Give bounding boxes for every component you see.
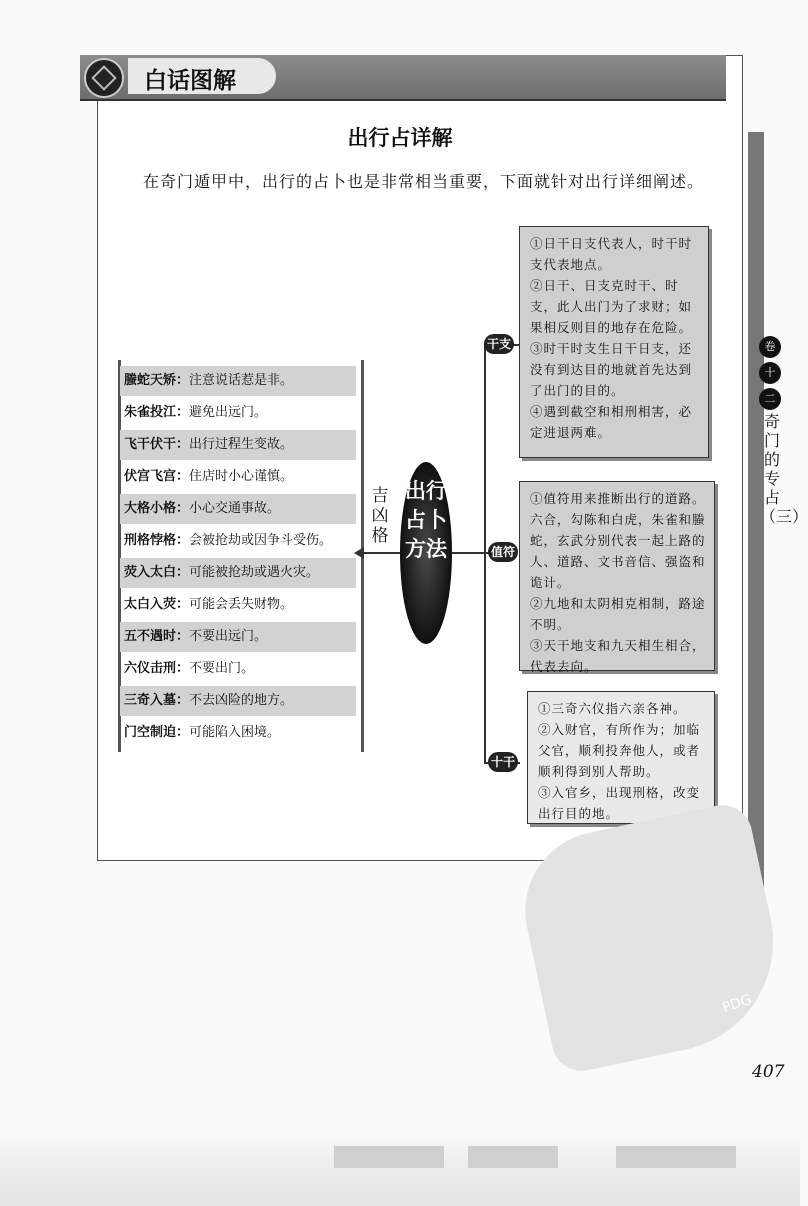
pattern-term: 飞干伏干：: [124, 437, 190, 452]
connector-branch: [484, 344, 486, 764]
pattern-desc: 可能陷入困境。: [189, 725, 281, 740]
pattern-row: [120, 398, 356, 428]
pattern-row: [120, 558, 356, 588]
watermark-label: PDG: [720, 991, 754, 1017]
info-line: ④遇到截空和相刑相害，必定进退两难。: [530, 404, 693, 440]
info-line: ①值符用来推断出行的道路。六合，勾陈和白虎，朱雀和螣蛇，玄武分别代表一起上路的人、道路、文书音信、强盗和诡计。: [530, 491, 706, 590]
pattern-row: [120, 654, 356, 684]
pattern-desc: 不要出远门。: [189, 629, 268, 644]
bottom-shadow: [0, 1132, 800, 1206]
pattern-term: 六仪击刑：: [124, 661, 190, 676]
pattern-term: 大格小格：: [124, 501, 190, 516]
pattern-row: [120, 526, 356, 556]
pattern-term: 三奇入墓：: [124, 693, 190, 708]
chapter-mark: 卷: [759, 336, 781, 358]
pattern-desc: 可能会丢失财物。: [189, 597, 294, 612]
pattern-term: 螣蛇天矫：: [124, 373, 190, 388]
pattern-row: [120, 430, 356, 460]
pattern-term: 刑格悖格：: [124, 533, 190, 548]
info-line: ②日干、日支克时干、时支，此人出门为了求财；如果相反则目的地存在危险。: [530, 278, 693, 335]
pattern-term: 荧入太白：: [124, 565, 190, 580]
pattern-desc: 不要出门。: [189, 661, 255, 676]
pattern-desc: 出行过程生变故。: [189, 437, 294, 452]
info-line: ③入官乡，出现刑格，改变出行目的地。: [538, 785, 701, 821]
intro-paragraph: 在奇门遁甲中，出行的占卜也是非常相当重要，下面就针对出行详细阐述。: [143, 172, 705, 191]
chapter-title: 奇门的专占（三）: [760, 412, 808, 526]
info-box-ganzhi: [519, 226, 709, 458]
pattern-row: [120, 462, 356, 492]
pattern-term: 朱雀投江：: [124, 405, 190, 420]
octagon-seal-icon: [84, 58, 124, 98]
pattern-term: 门空制迫：: [124, 725, 190, 740]
chapter-mark: 二: [759, 388, 781, 410]
pattern-term: 太白入荧：: [124, 597, 190, 612]
pattern-row: [120, 366, 356, 396]
info-line: ②入财官，有所作为；加临父官，顺利投奔他人，或者顺利得到别人帮助。: [538, 722, 701, 779]
info-box-shigan: [527, 691, 715, 824]
pattern-row: [120, 622, 356, 652]
info-line: ③天干地支和九天相生相合，代表去向。: [530, 638, 706, 674]
scan-blot: [468, 1146, 558, 1168]
info-line: ③时干时支生日干日支，还没有到达目的地就首先达到了出门的目的。: [530, 341, 693, 398]
branch-label-ganzhi: 干支: [484, 334, 514, 354]
pattern-row: [120, 718, 356, 748]
pattern-row: [120, 494, 356, 524]
branch-label-shigan: 十干: [488, 752, 518, 772]
pattern-desc: 避免出远门。: [189, 405, 268, 420]
info-line: ②九地和太阴相克相制，路途不明。: [530, 596, 706, 632]
branch-label-zhifu: 值符: [488, 542, 518, 562]
chapter-mark: 十: [759, 362, 781, 384]
pattern-desc: 住店时小心谨慎。: [189, 469, 294, 484]
pattern-row: [120, 686, 356, 716]
pattern-desc: 不去凶险的地方。: [189, 693, 294, 708]
info-box-zhifu: [519, 481, 715, 674]
page-title: 出行占详解: [347, 126, 453, 150]
info-line: ①日干日支代表人，时干时支代表地点。: [530, 236, 693, 272]
info-line: ①三奇六仪指六亲各神。: [538, 701, 687, 716]
header-title: 白话图解: [144, 68, 236, 94]
jixiong-label: 吉凶格: [371, 486, 389, 546]
pattern-desc: 小心交通事故。: [189, 501, 281, 516]
center-oval: [400, 462, 452, 644]
scan-blot: [616, 1146, 736, 1168]
center-label: 出行占卜方法: [405, 478, 447, 561]
pattern-term: 五不遇时：: [124, 629, 190, 644]
pattern-desc: 可能被抢劫或遇火灾。: [189, 565, 320, 580]
page-number: 407: [752, 1062, 785, 1082]
chapter-marks: [753, 336, 787, 414]
pattern-desc: 注意说话惹是非。: [189, 373, 294, 388]
pattern-term: 伏宫飞宫：: [124, 469, 190, 484]
pattern-desc: 会被抢劫或因争斗受伤。: [189, 533, 333, 548]
scan-blot: [334, 1146, 444, 1168]
arrow-left-icon: [354, 547, 364, 559]
pattern-row: [120, 590, 356, 620]
